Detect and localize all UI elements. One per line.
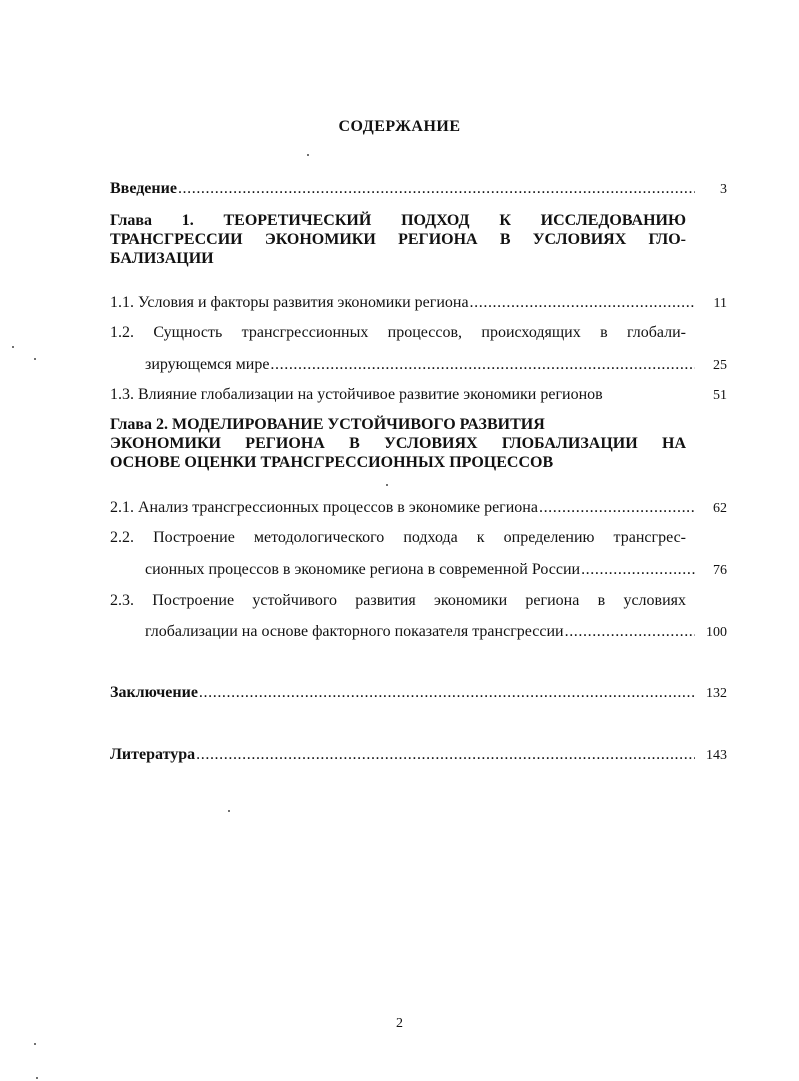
scan-speck (12, 346, 14, 348)
toc-entry-2-1[interactable] (110, 499, 727, 518)
page-number: 2 (396, 1016, 403, 1031)
toc-entry-label: Введение (110, 180, 177, 197)
toc-entry-1-2-line-1[interactable] (110, 324, 686, 342)
toc-entry-2-2[interactable] (110, 561, 727, 580)
chapter-1-line-2: ТРАНСГРЕССИИ ЭКОНОМИКИ РЕГИОНА В УСЛОВИЯХ ГЛО- (110, 231, 686, 248)
toc-entry-label: Заключение (110, 684, 198, 701)
toc-entry-label: зирующемся мире (145, 356, 270, 373)
page-title: СОДЕРЖАНИЕ (338, 118, 461, 135)
toc-entry-label: 2.3. Построение устойчивого развития экономики региона в условиях (110, 592, 686, 609)
leader-dots (178, 180, 695, 198)
toc-entry-label: 1.2. Сущность трансгрессионных процессов, происходящих в глобали- (110, 324, 686, 341)
toc-page-number: 11 (713, 296, 727, 311)
toc-page-number: 76 (713, 563, 727, 578)
toc-entry-1-1[interactable] (110, 294, 727, 313)
toc-entry-label: Литература (110, 746, 196, 763)
toc-entry-label: 2.1. Анализ трансгрессионных процессов в экономике региона (110, 499, 538, 516)
toc-entry-2-3-line-1[interactable] (110, 592, 686, 610)
chapter-2-heading[interactable] (110, 415, 686, 472)
toc-page-number: 25 (713, 358, 727, 373)
toc-entry-label: 1.3. Влияние глобализации на устойчивое развитие экономики регионов (110, 386, 603, 403)
scan-speck (36, 1077, 38, 1079)
leader-dots (539, 499, 695, 517)
toc-entry-label: глобализации на основе факторного показателя трансгрессии (145, 623, 564, 640)
scan-speck (34, 1043, 36, 1045)
chapter-2-line-3: ОСНОВЕ ОЦЕНКИ ТРАНСГРЕССИОННЫХ ПРОЦЕССОВ (110, 454, 554, 471)
scan-speck (307, 154, 309, 156)
toc-page-number: 3 (720, 182, 727, 197)
chapter-1-heading[interactable] (110, 211, 686, 268)
toc-page-number: 51 (713, 388, 727, 403)
scan-speck (34, 358, 36, 360)
toc-entry-2-3[interactable] (110, 623, 727, 642)
toc-entry-label: 1.1. Условия и факторы развития экономики региона (110, 294, 469, 311)
toc-entry-conclusion[interactable] (110, 684, 727, 703)
scan-speck (228, 810, 230, 812)
toc-entry-1-2[interactable] (110, 356, 727, 375)
toc-page-number: 132 (706, 686, 727, 701)
toc-page-number: 62 (713, 501, 727, 516)
toc-page-number: 143 (706, 748, 727, 763)
toc-entry-intro[interactable] (110, 180, 727, 199)
toc-page-number: 100 (706, 625, 727, 640)
leader-dots (470, 294, 695, 312)
chapter-2-line-2: ЭКОНОМИКИ РЕГИОНА В УСЛОВИЯХ ГЛОБАЛИЗАЦИИ НА (110, 435, 686, 452)
toc-entry-literature[interactable] (110, 746, 727, 765)
toc-entry-1-3[interactable] (110, 386, 727, 405)
leader-dots (581, 561, 695, 579)
chapter-2-line-1: Глава 2. МОДЕЛИРОВАНИЕ УСТОЙЧИВОГО РАЗВИТИЯ (110, 416, 545, 433)
leader-dots (270, 356, 695, 374)
chapter-1-line-3: БАЛИЗАЦИИ (110, 250, 214, 267)
toc-entry-label: сионных процессов в экономике региона в современной России (145, 561, 581, 578)
leader-dots (199, 684, 695, 702)
toc-entry-label: 2.2. Построение методологического подхода к определению трансгрес- (110, 529, 686, 546)
toc-entry-2-2-line-1[interactable] (110, 529, 686, 547)
leader-dots (565, 623, 695, 641)
scan-speck (386, 484, 388, 486)
chapter-1-line-1: Глава 1. ТЕОРЕТИЧЕСКИЙ ПОДХОД К ИССЛЕДОВАНИЮ (110, 212, 686, 229)
leader-dots (196, 746, 695, 764)
